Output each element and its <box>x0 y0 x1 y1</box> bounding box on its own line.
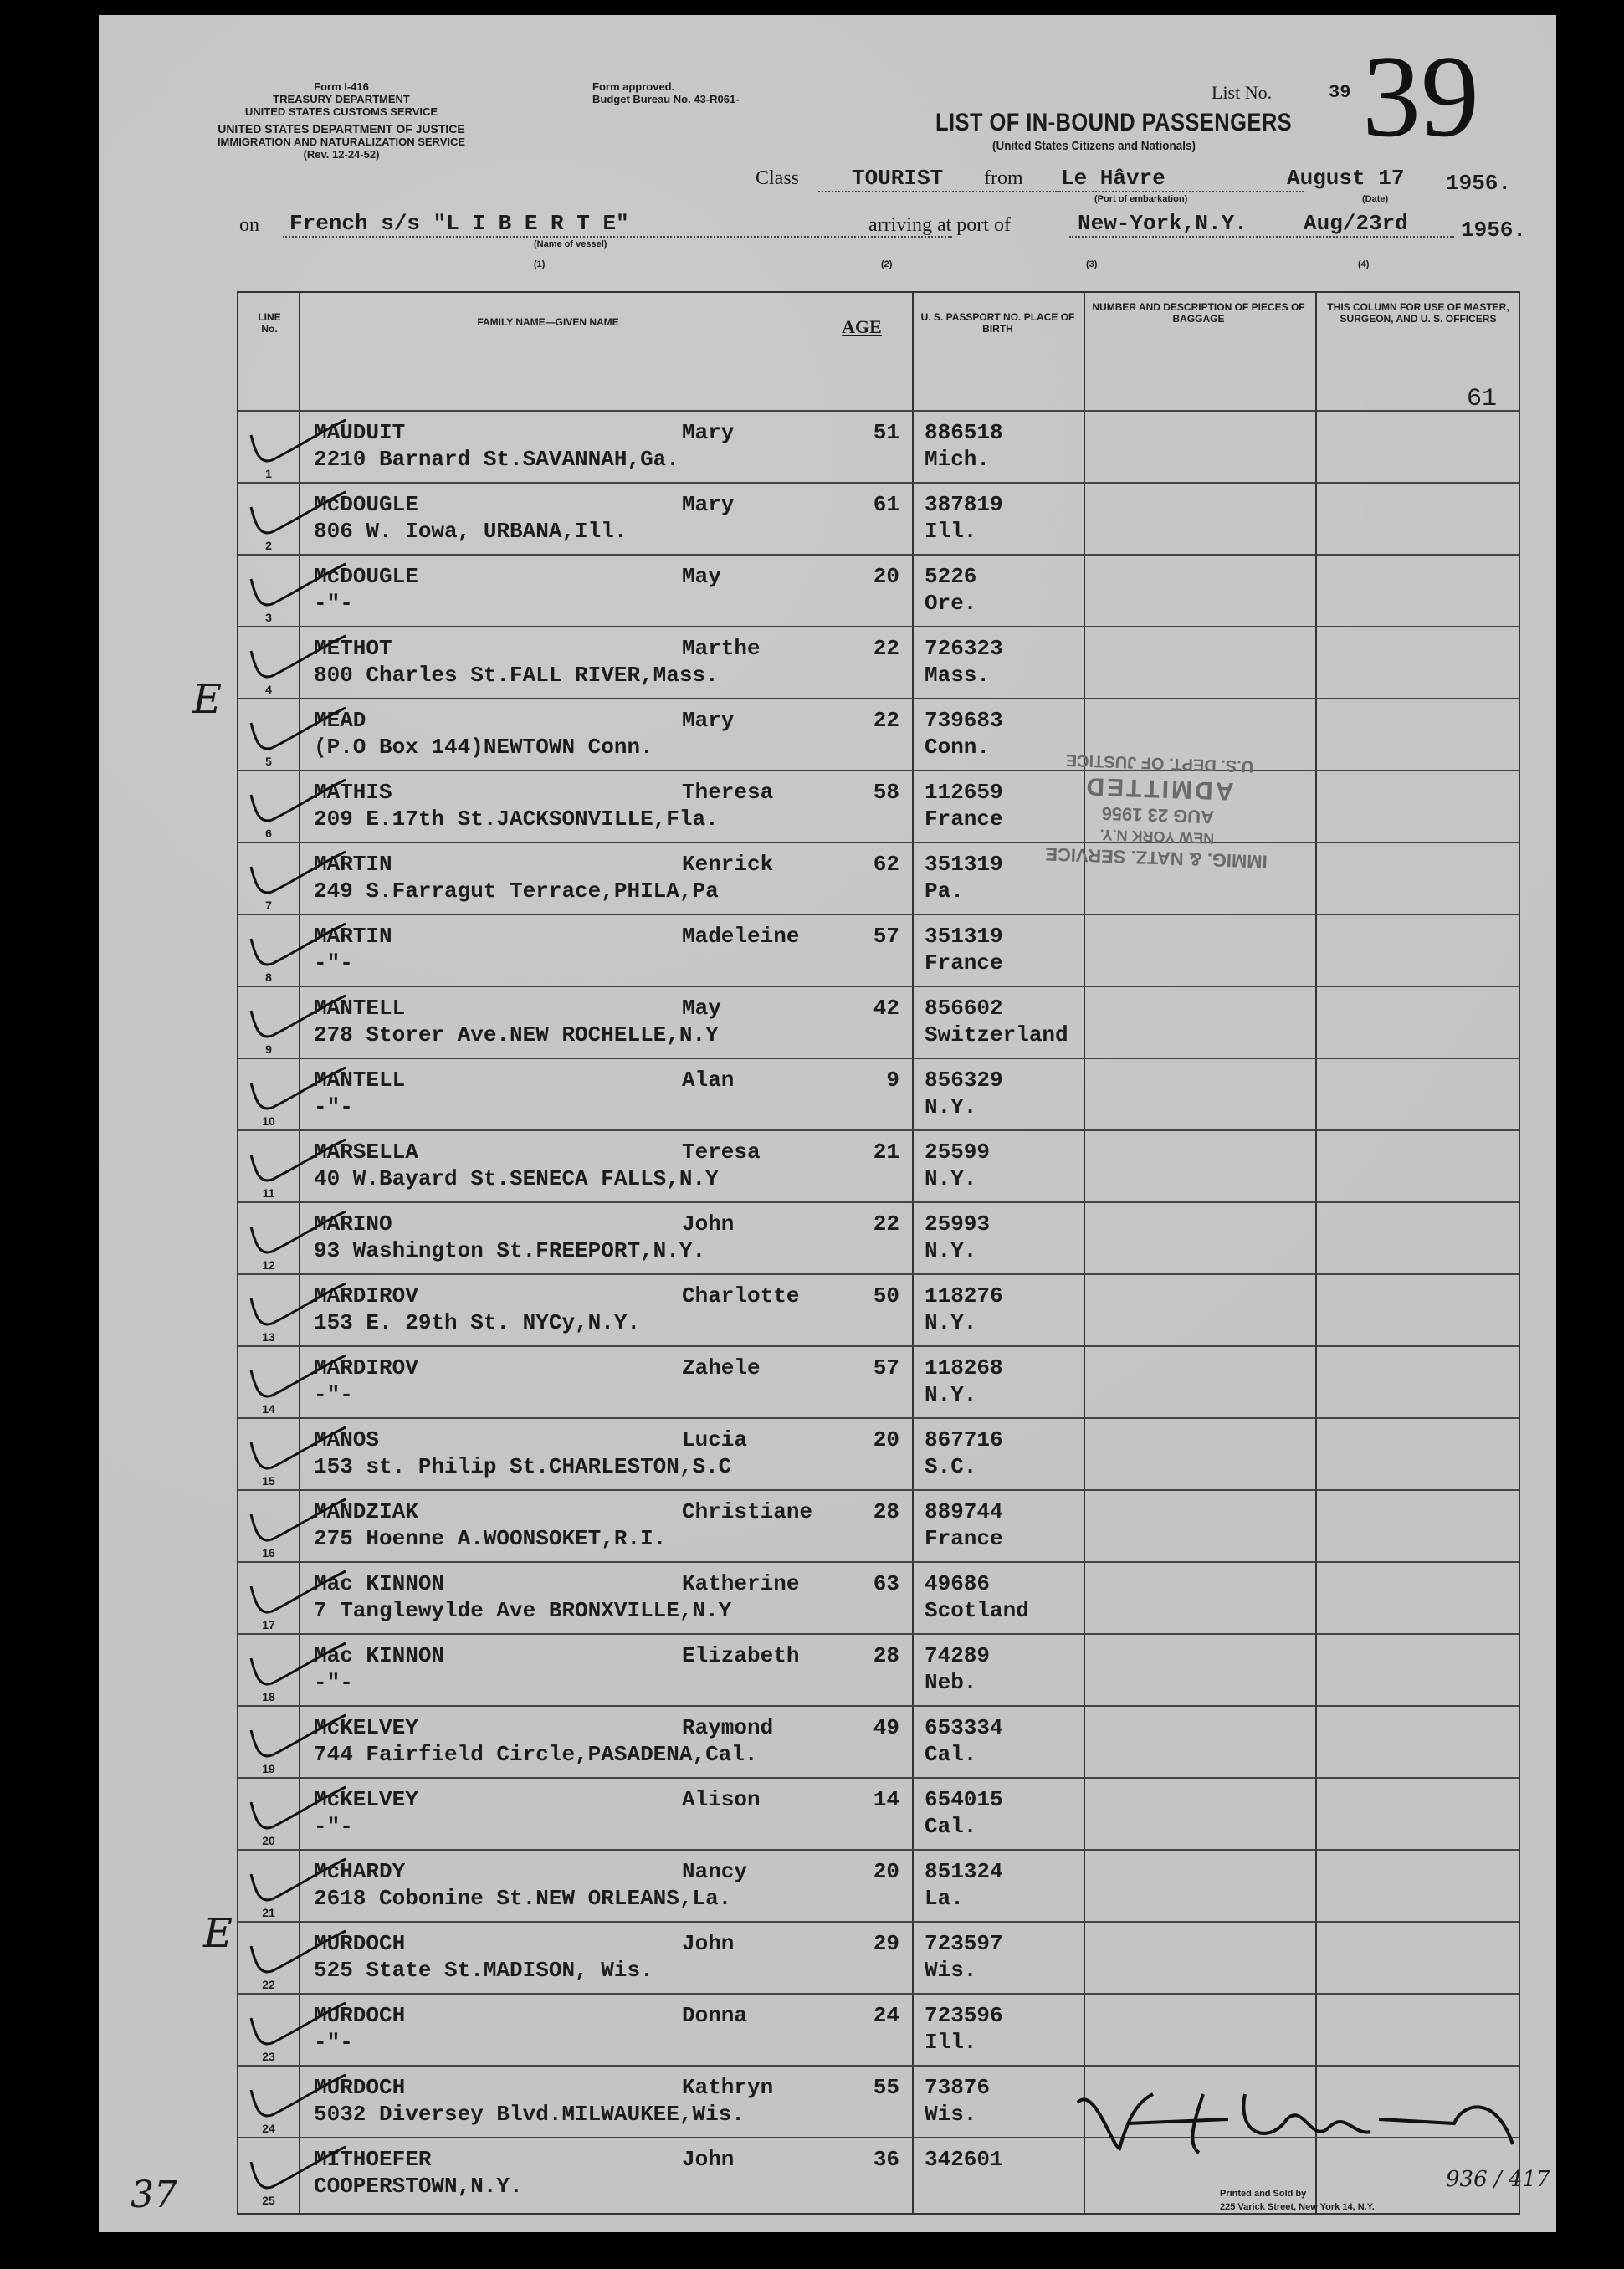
age: 14 <box>873 1787 899 1812</box>
family-name: Mac KINNON <box>314 1571 445 1596</box>
on-label: on <box>239 214 259 236</box>
place-of-birth: N.Y. <box>925 1166 977 1191</box>
passport-number: 653334 <box>925 1715 1003 1740</box>
given-name: Mary <box>682 708 735 733</box>
passport-number: 351319 <box>925 924 1003 949</box>
age: 57 <box>873 1355 899 1380</box>
corner-note: 936 / 417 <box>1446 2167 1550 2192</box>
approval-block <box>592 80 785 105</box>
family-name: MEAD <box>314 708 366 733</box>
given-name: John <box>682 2147 735 2172</box>
stamp-line: NEW YORK N.Y. <box>1099 826 1215 848</box>
address: 806 W. Iowa, URBANA,Ill. <box>314 519 628 544</box>
passport-number: 723597 <box>925 1931 1003 1956</box>
arrival-date: Aug/23rd <box>1304 211 1408 236</box>
address: -"- <box>314 1670 353 1695</box>
passenger-row <box>238 1633 1519 1707</box>
age: 9 <box>886 1068 899 1093</box>
address: -"- <box>314 950 353 976</box>
line-number: 9 <box>265 1042 272 1056</box>
address: 2210 Barnard St.SAVANNAH,Ga. <box>314 447 679 472</box>
class-label: Class <box>756 167 800 189</box>
age: 24 <box>873 2003 899 2028</box>
given-name: Donna <box>682 2003 748 2028</box>
line-number: 4 <box>265 683 272 696</box>
check-mark-icon <box>247 1642 347 1692</box>
vessel-name: French s/s "L I B E R T E" <box>289 211 629 236</box>
given-name: Katherine <box>682 1571 800 1596</box>
passenger-row <box>238 1345 1519 1419</box>
signature-text <box>1061 2069 1068 2070</box>
place-of-birth: Neb. <box>925 1670 977 1695</box>
given-name: Kathryn <box>682 2075 774 2100</box>
passenger-row <box>238 1201 1519 1275</box>
address: 525 State St.MADISON, Wis. <box>314 1958 653 1983</box>
arriving-label: arriving at port of <box>868 214 1011 236</box>
place-of-birth: France <box>925 950 1003 976</box>
stamp-line: U.S. DEPT. OF JUSTICE <box>1065 750 1254 776</box>
list-number-stamp: 39 <box>1362 32 1479 161</box>
passport-number: 723596 <box>925 2003 1003 2028</box>
treasury-dept: TREASURY DEPARTMENT <box>273 93 410 105</box>
age: 22 <box>873 636 899 661</box>
place-of-birth: Wis. <box>925 2102 977 2127</box>
check-mark-icon <box>247 1210 347 1260</box>
address: 7 Tanglewylde Ave BRONXVILLE,N.Y <box>314 1598 732 1623</box>
passport-number: 25599 <box>925 1140 991 1165</box>
age: 36 <box>873 2147 899 2172</box>
printer-line-1: Printed and Sold by <box>1220 2189 1307 2199</box>
age: 21 <box>873 1140 899 1165</box>
age: 20 <box>873 1427 899 1452</box>
line-number: 5 <box>265 755 272 768</box>
passenger-row <box>238 1921 1519 1995</box>
address: 209 E.17th St.JACKSONVILLE,Fla. <box>314 807 719 832</box>
family-name: MURDOCH <box>314 2075 406 2100</box>
age: 51 <box>873 420 899 445</box>
given-name: Charlotte <box>682 1283 800 1309</box>
caption-2: (2) <box>881 259 893 269</box>
family-name: MANOS <box>314 1427 380 1452</box>
passenger-row <box>238 482 1519 556</box>
place-of-birth: Conn. <box>925 735 991 760</box>
place-of-birth: La. <box>925 1886 964 1911</box>
budget-bureau: Budget Bureau No. 43-R061- <box>592 93 740 105</box>
printer-line-2: 225 Varick Street, New York 14, N.Y. <box>1220 2202 1375 2212</box>
age: 49 <box>873 1715 899 1740</box>
given-name: Mary <box>682 492 735 517</box>
family-name: MARSELLA <box>314 1140 418 1165</box>
passenger-row <box>238 1489 1519 1563</box>
arrival-port: New-York,N.Y. <box>1078 211 1247 236</box>
line-number: 15 <box>262 1474 275 1488</box>
line-number: 19 <box>262 1762 275 1775</box>
passenger-row <box>238 914 1519 987</box>
check-mark-icon <box>247 922 347 972</box>
line-number: 7 <box>265 899 272 912</box>
address: 153 E. 29th St. NYCy,N.Y. <box>314 1310 641 1335</box>
passenger-table <box>237 291 1520 2215</box>
revision: (Rev. 12-24-52) <box>303 148 380 161</box>
place-of-birth: Ill. <box>925 519 977 544</box>
check-mark-icon <box>247 634 347 684</box>
line-number: 2 <box>265 539 272 552</box>
line-number: 8 <box>265 971 272 984</box>
address: -"- <box>314 1094 353 1119</box>
departure-date: August 17 <box>1287 166 1405 191</box>
passenger-row <box>238 626 1519 699</box>
line-number: 23 <box>262 2050 275 2063</box>
place-of-birth: France <box>925 1526 1003 1551</box>
margin-mark-bottom: 37 <box>131 2174 177 2216</box>
place-of-birth: Pa. <box>925 878 964 904</box>
place-of-birth: Ore. <box>925 591 977 616</box>
check-mark-icon <box>247 2145 347 2195</box>
age: 22 <box>873 708 899 733</box>
family-name: MARDIROV <box>314 1283 418 1309</box>
form-agency-block <box>207 80 475 161</box>
check-mark-icon <box>247 1354 347 1404</box>
given-name: Mary <box>682 420 735 445</box>
place-of-birth: Cal. <box>925 1742 977 1767</box>
passport-number: 739683 <box>925 708 1003 733</box>
given-name: Madeleine <box>682 924 800 949</box>
passport-number: 118276 <box>925 1283 1003 1309</box>
caption-1: (1) <box>534 259 546 269</box>
given-name: Elizabeth <box>682 1643 800 1668</box>
given-name: John <box>682 1931 735 1956</box>
given-name: Theresa <box>682 780 774 805</box>
given-name: Zahele <box>682 1355 761 1380</box>
form-approved: Form approved. <box>592 80 675 93</box>
document-subtitle: (United States Citizens and Nationals) <box>992 139 1196 153</box>
check-mark-icon <box>247 1929 347 1980</box>
manifest-sheet <box>99 15 1556 2232</box>
given-name: Raymond <box>682 1715 774 1740</box>
family-name: MANTELL <box>314 1068 406 1093</box>
age: 28 <box>873 1643 899 1668</box>
passenger-row <box>238 1849 1519 1923</box>
place-of-birth: N.Y. <box>925 1238 977 1263</box>
address: 800 Charles St.FALL RIVER,Mass. <box>314 663 719 688</box>
passport-number: 118268 <box>925 1355 1003 1380</box>
family-name: MAUDUIT <box>314 420 406 445</box>
line-number: 17 <box>262 1618 275 1631</box>
passport-number: 351319 <box>925 852 1003 877</box>
document-title: LIST OF IN-BOUND PASSENGERS <box>935 109 1293 136</box>
check-mark-icon <box>247 1498 347 1548</box>
family-name: MITHOEFER <box>314 2147 432 2172</box>
family-name: MARINO <box>314 1211 392 1237</box>
check-mark-icon <box>247 1066 347 1116</box>
passenger-row <box>238 770 1519 843</box>
age: 58 <box>873 780 899 805</box>
passport-number: 387819 <box>925 492 1003 517</box>
address: -"- <box>314 591 353 616</box>
age: 42 <box>873 996 899 1021</box>
given-name: Lucia <box>682 1427 748 1452</box>
check-mark-icon <box>247 2073 347 2123</box>
passport-number: 886518 <box>925 420 1003 445</box>
given-name: Alison <box>682 1787 761 1812</box>
line-number: 10 <box>262 1114 275 1128</box>
age: 55 <box>873 2075 899 2100</box>
place-of-birth: France <box>925 807 1003 832</box>
passenger-row <box>238 410 1519 484</box>
address: 93 Washington St.FREEPORT,N.Y. <box>314 1238 706 1263</box>
family-name: McDOUGLE <box>314 492 418 517</box>
family-name: MURDOCH <box>314 1931 406 1956</box>
place-of-birth: N.Y. <box>925 1382 977 1407</box>
given-name: Nancy <box>682 1859 748 1884</box>
caption-3: (3) <box>1086 259 1098 269</box>
line-number: 20 <box>262 1834 275 1847</box>
address: -"- <box>314 2030 353 2055</box>
family-name: MARDIROV <box>314 1355 418 1380</box>
officer-note: 61 <box>1467 385 1498 413</box>
vessel-underline <box>283 236 952 238</box>
line-number: 11 <box>262 1186 275 1200</box>
col-header-officers: THIS COLUMN FOR USE OF MASTER, SURGEON, AND U. S. OFFICERS <box>1327 301 1509 325</box>
passport-number: 342601 <box>925 2147 1003 2172</box>
arrival-underline <box>1069 236 1454 238</box>
passenger-row <box>238 1417 1519 1491</box>
given-name: Teresa <box>682 1140 761 1165</box>
check-mark-icon <box>247 490 347 540</box>
given-name: Christiane <box>682 1499 813 1524</box>
given-name: Marthe <box>682 636 761 661</box>
family-name: McKELVEY <box>314 1787 418 1812</box>
address: 5032 Diversey Blvd.MILWAUKEE,Wis. <box>314 2102 745 2127</box>
line-number: 21 <box>262 1906 275 1919</box>
passenger-row <box>238 698 1519 771</box>
family-name: MARTIN <box>314 924 392 949</box>
place-of-birth: Wis. <box>925 1958 977 1983</box>
line-number: 25 <box>262 2194 275 2207</box>
port-caption: (Port of embarkation) <box>1094 194 1188 204</box>
check-mark-icon <box>247 562 347 612</box>
age: 22 <box>873 1211 899 1237</box>
list-no-typed: 39 <box>1329 82 1351 103</box>
place-of-birth: Mich. <box>925 447 991 472</box>
family-name: MANDZIAK <box>314 1499 418 1524</box>
ins-service: IMMIGRATION AND NATURALIZATION SERVICE <box>217 136 466 148</box>
address: 275 Hoenne A.WOONSOKET,R.I. <box>314 1526 667 1551</box>
passenger-row <box>238 1058 1519 1131</box>
passport-number: 654015 <box>925 1787 1003 1812</box>
address: COOPERSTOWN,N.Y. <box>314 2174 523 2199</box>
check-mark-icon <box>247 1138 347 1188</box>
form-number: Form I-416 <box>314 80 369 93</box>
place-of-birth: Cal. <box>925 1814 977 1839</box>
place-of-birth: Ill. <box>925 2030 977 2055</box>
family-name: MANTELL <box>314 996 406 1021</box>
passport-number: 112659 <box>925 780 1003 805</box>
from-value: Le Hâvre <box>1061 166 1165 191</box>
place-of-birth: Scotland <box>925 1598 1029 1623</box>
passport-number: 25993 <box>925 1211 991 1237</box>
customs-service: UNITED STATES CUSTOMS SERVICE <box>244 105 438 118</box>
given-name: May <box>682 564 721 589</box>
age: 62 <box>873 852 899 877</box>
arrival-year: 1956. <box>1461 218 1527 243</box>
address: 40 W.Bayard St.SENECA FALLS,N.Y <box>314 1166 719 1191</box>
from-underline <box>1053 191 1304 192</box>
line-number: 14 <box>262 1402 275 1416</box>
line-number: 13 <box>262 1330 275 1344</box>
address: 2618 Cobonine St.NEW ORLEANS,La. <box>314 1886 732 1911</box>
given-name: May <box>682 996 721 1021</box>
line-number: 1 <box>265 467 272 480</box>
passport-number: 856329 <box>925 1068 1003 1093</box>
line-number: 24 <box>262 2122 275 2135</box>
age: 20 <box>873 1859 899 1884</box>
col-header-baggage: NUMBER AND DESCRIPTION OF PIECES OF BAGGAGE <box>1092 301 1305 325</box>
vessel-caption: (Name of vessel) <box>534 239 607 249</box>
check-mark-icon <box>247 1713 347 1764</box>
check-mark-icon <box>247 706 347 756</box>
given-name: Alan <box>682 1068 735 1093</box>
address: -"- <box>314 1814 353 1839</box>
stamp-line: AUG 23 1956 <box>1101 802 1215 828</box>
col-header-name: FAMILY NAME—GIVEN NAME <box>477 316 619 328</box>
justice-dept: UNITED STATES DEPARTMENT OF JUSTICE <box>218 122 465 136</box>
place-of-birth: Mass. <box>925 663 991 688</box>
address: (P.O Box 144)NEWTOWN Conn. <box>314 735 653 760</box>
place-of-birth: N.Y. <box>925 1094 977 1119</box>
age: 50 <box>873 1283 899 1309</box>
line-number: 22 <box>262 1978 275 1991</box>
passenger-row <box>238 1561 1519 1635</box>
caption-4: (4) <box>1358 259 1370 269</box>
margin-mark-row22: E <box>203 1910 233 1957</box>
line-number: 3 <box>265 611 272 624</box>
passenger-row <box>238 986 1519 1059</box>
passport-number: 889744 <box>925 1499 1003 1524</box>
family-name: McHARDY <box>314 1859 406 1884</box>
departure-year: 1956. <box>1446 171 1512 196</box>
date-caption: (Date) <box>1362 194 1389 204</box>
age: 61 <box>873 492 899 517</box>
check-mark-icon <box>247 2001 347 2051</box>
passport-number: 726323 <box>925 636 1003 661</box>
passport-number: 49686 <box>925 1571 991 1596</box>
passenger-row <box>238 1705 1519 1779</box>
family-name: MATHIS <box>314 780 392 805</box>
place-of-birth: S.C. <box>925 1454 977 1479</box>
class-underline <box>818 191 1061 192</box>
family-name: MARTIN <box>314 852 392 877</box>
given-name: John <box>682 1211 735 1237</box>
age: 29 <box>873 1931 899 1956</box>
col-header-line: LINE No. <box>258 311 281 335</box>
check-mark-icon <box>247 1282 347 1332</box>
passenger-row <box>238 1273 1519 1347</box>
passenger-row <box>238 1777 1519 1851</box>
passport-number: 74289 <box>925 1643 991 1668</box>
passenger-row <box>238 842 1519 915</box>
family-name: Mac KINNON <box>314 1643 445 1668</box>
check-mark-icon <box>247 850 347 900</box>
family-name: McKELVEY <box>314 1715 418 1740</box>
passport-number: 856602 <box>925 996 1003 1021</box>
address: 249 S.Farragut Terrace,PHILA,Pa <box>314 878 719 904</box>
address: 744 Fairfield Circle,PASADENA,Cal. <box>314 1742 758 1767</box>
address: 153 st. Philip St.CHARLESTON,S.C <box>314 1454 732 1479</box>
check-mark-icon <box>247 778 347 828</box>
family-name: METHOT <box>314 636 392 661</box>
age: 57 <box>873 924 899 949</box>
line-number: 12 <box>262 1258 275 1272</box>
officer-signature <box>1061 2069 1529 2161</box>
check-mark-icon <box>247 994 347 1044</box>
place-of-birth: Switzerland <box>925 1022 1068 1047</box>
margin-mark-row5: E <box>192 676 223 723</box>
col-header-passport: U. S. PASSPORT NO. PLACE OF BIRTH <box>920 311 1075 335</box>
admitted-stamp <box>1006 698 1313 875</box>
from-label: from <box>984 167 1023 189</box>
family-name: MURDOCH <box>314 2003 406 2028</box>
line-number: 18 <box>262 1690 275 1703</box>
passenger-row <box>238 1993 1519 2067</box>
age: 28 <box>873 1499 899 1524</box>
address: 278 Storer Ave.NEW ROCHELLE,N.Y <box>314 1022 719 1047</box>
check-mark-icon <box>247 1426 347 1476</box>
check-mark-icon <box>247 1785 347 1836</box>
family-name: McDOUGLE <box>314 564 418 589</box>
passport-number: 867716 <box>925 1427 1003 1452</box>
line-number: 6 <box>265 827 272 840</box>
address: -"- <box>314 1382 353 1407</box>
passport-number: 5226 <box>925 564 977 589</box>
passenger-row <box>238 554 1519 627</box>
passport-number: 851324 <box>925 1859 1003 1884</box>
class-value: TOURIST <box>852 166 944 191</box>
given-name: Kenrick <box>682 852 774 877</box>
check-mark-icon <box>247 1857 347 1908</box>
age: 20 <box>873 564 899 589</box>
age: 63 <box>873 1571 899 1596</box>
place-of-birth: N.Y. <box>925 1310 977 1335</box>
passport-number: 73876 <box>925 2075 991 2100</box>
stamp-line: ADMITTED <box>1083 771 1234 806</box>
passenger-row <box>238 1129 1519 1203</box>
stamp-line: IMMIG. & NATZ. SERVICE <box>1044 843 1268 873</box>
line-number: 16 <box>262 1546 275 1560</box>
list-no-label: List No. <box>1212 82 1273 103</box>
check-mark-icon <box>247 418 347 469</box>
check-mark-icon <box>247 1570 347 1620</box>
col-header-age: AGE <box>842 316 882 337</box>
